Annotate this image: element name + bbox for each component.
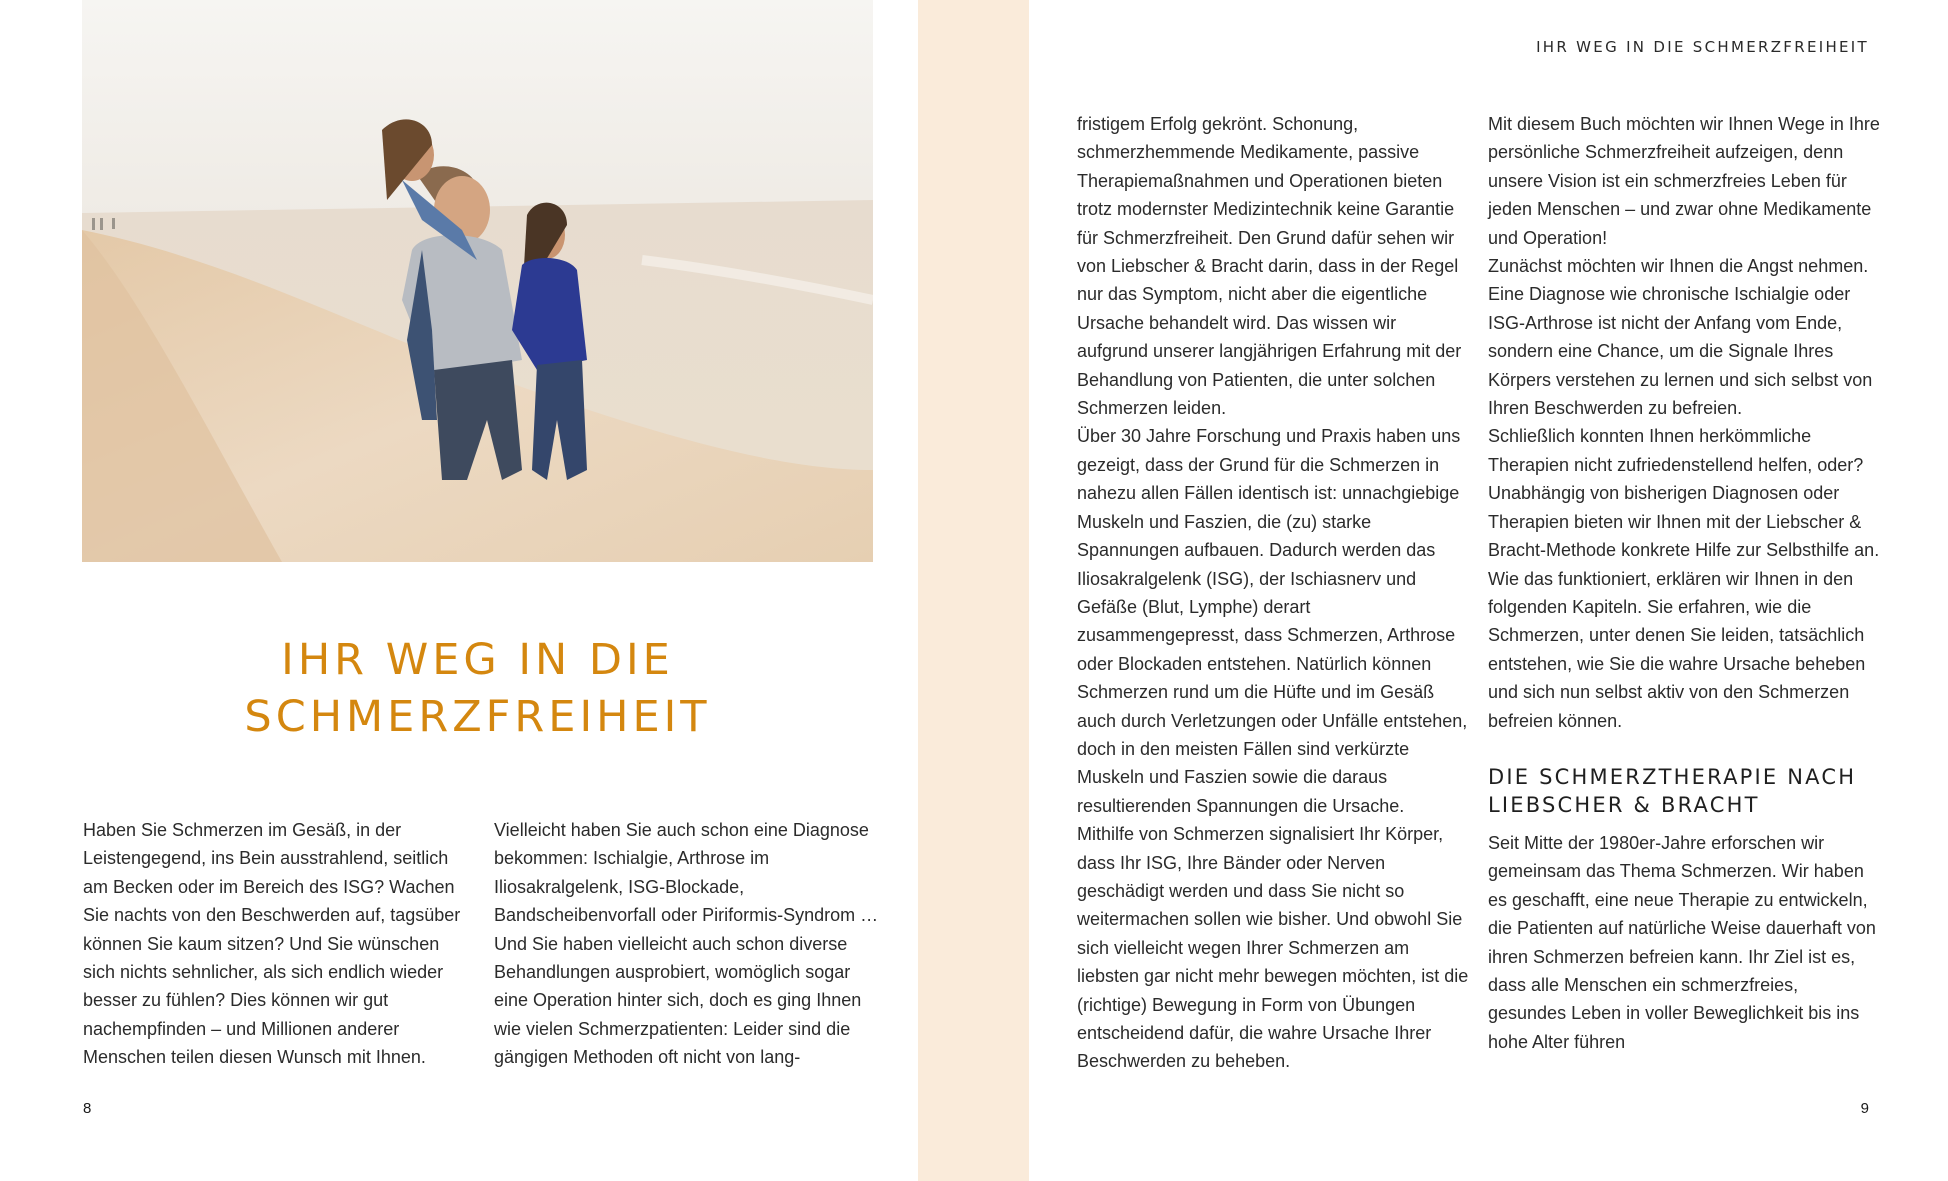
paragraph: Und Sie haben vielleicht auch schon diverse Behandlungen ausprobiert, womöglich sogar eine Operation hinter sich, doch es ging Ihnen wie vielen Schmerzpatienten: Leider sind die gängigen Methoden oft nicht von lang- (494, 933, 862, 1068)
photo-illustration-icon (82, 0, 873, 562)
section-heading (1488, 763, 1880, 819)
page-number-left: 8 (83, 1100, 92, 1117)
paragraph: fristigem Erfolg gekrönt. Schonung, schmerzhemmende Medikamente, passive Therapiemaßnahmen und Operationen bieten trotz modernster Medizintechnik keine Garantie für Schmerzfreiheit. Den Grund dafür sehen wir von Liebscher & Bracht darin, dass in der Regel nur das Symptom, nicht aber die eigentliche Ursache behandelt wird. Das wissen wir aufgrund unserer langjährigen Erfahrung mit der Behandlung von Patienten, die unter solchen Schmerzen leiden. (1077, 114, 1462, 419)
right-column-1 (1077, 110, 1469, 1076)
paragraph: Seit Mitte der 1980er-Jahre erforschen wir gemeinsam das Thema Schmerzen. Wir haben es geschafft, eine neue Therapie zu entwickeln, die Patienten auf natürliche Weise dauerhaft von ihren Schmerzen befreien kann. Ihr Ziel ist es, dass alle Menschen ein schmerzfreies, gesundes Leben in voller Beweglichkeit bis ins hohe Alter führen (1488, 832, 1876, 1052)
left-column-2 (494, 816, 886, 1072)
right-column-2 (1488, 110, 1880, 1056)
paragraph: Vielleicht haben Sie auch schon eine Diagnose bekommen: Ischialgie, Arthrose im Iliosakralgelenk, ISG-Blockade, Bandscheibenvorfall oder Piriformis-Syndrom … (494, 820, 879, 926)
running-header: IHR WEG IN DIE SCHMERZFREIHEIT (1536, 38, 1869, 56)
left-page (0, 0, 918, 1181)
paragraph: Zunächst möchten wir Ihnen die Angst nehmen. Eine Diagnose wie chronische Ischialgie oder ISG-Arthrose ist nicht der Anfang vom Ende, sondern eine Chance, um die Signale Ihres Körpers verstehen zu lernen und sich selbst von Ihren Beschwerden zu befreien. (1488, 256, 1873, 419)
beach-family-photo (82, 0, 873, 562)
paragraph: Über 30 Jahre Forschung und Praxis haben uns gezeigt, dass der Grund für die Schmerzen in nahezu allen Fällen identisch ist: unnachgiebige Muskeln und Faszien, die (zu) starke Spannungen aufbauen. Dadurch werden das Iliosakralgelenk (ISG), der Ischiasnerv und Gefäße (Blut, Lymphe) derart zusammengepresst, dass Schmerzen, Arthrose oder Blockaden entstehen. Natürlich können Schmerzen rund um die Hüfte und im Gesäß auch durch Verletzungen oder Unfälle entstehen, doch in den meisten Fällen sind verkürzte Muskeln und Faszien sowie die daraus resultierenden Spannungen die Ursache. (1077, 426, 1468, 816)
gutter-color-band (918, 0, 1029, 1181)
paragraph: Schließlich konnten Ihnen herkömmliche Therapien nicht zufriedenstellend helfen, oder? Unabhängig von bisherigen Diagnosen oder Therapien bieten wir Ihnen mit der Liebscher & Bracht-Methode konkrete Hilfe zur Selbsthilfe an. Wie das funktioniert, erklären wir Ihnen in den folgenden Kapiteln. Sie erfahren, wie die Schmerzen, unter denen Sie leiden, tatsächlich entstehen, wie Sie die wahre Ursache beheben und sich nun selbst aktiv von den Schmerzen befreien können. (1488, 426, 1880, 731)
section-heading-line-1: DIE SCHMERZTHERAPIE NACH (1488, 764, 1857, 789)
section-heading-line-2: LIEBSCHER & BRACHT (1488, 792, 1760, 817)
chapter-title-line-2: SCHMERZFREIHEIT (244, 692, 711, 742)
left-column-1 (83, 816, 475, 1072)
page-number-right: 9 (1860, 1100, 1869, 1117)
paragraph: Mit diesem Buch möchten wir Ihnen Wege in Ihre persönliche Schmerzfreiheit aufzeigen, denn unsere Vision ist ein schmerzfreies Leben für jeden Menschen – und zwar ohne Medikamente und Operation! (1488, 114, 1880, 248)
paragraph: Mithilfe von Schmerzen signalisiert Ihr Körper, dass Ihr ISG, Ihre Bänder oder Nerven geschädigt werden und dass Sie nicht so weitermachen sollen wie bisher. Und obwohl Sie sich vielleicht wegen Ihrer Schmerzen am liebsten gar nicht mehr bewegen möchten, ist die (richtige) Bewegung in Form von Übungen entscheidend dafür, die wahre Ursache Ihrer Beschwerden zu beheben. (1077, 824, 1469, 1072)
paragraph: Haben Sie Schmerzen im Gesäß, in der Leistengegend, ins Bein ausstrahlend, seitlich am Becken oder im Bereich des ISG? Wachen Sie nachts von den Beschwerden auf, tagsüber können Sie kaum sitzen? Und Sie wünschen sich nichts sehnlicher, als sich endlich wieder besser zu fühlen? Dies können wir gut nachempfinden – und Millionen anderer Menschen teilen diesen Wunsch mit Ihnen. (83, 820, 461, 1068)
chapter-title-line-1: IHR WEG IN DIE (281, 635, 674, 685)
chapter-title (82, 632, 873, 746)
